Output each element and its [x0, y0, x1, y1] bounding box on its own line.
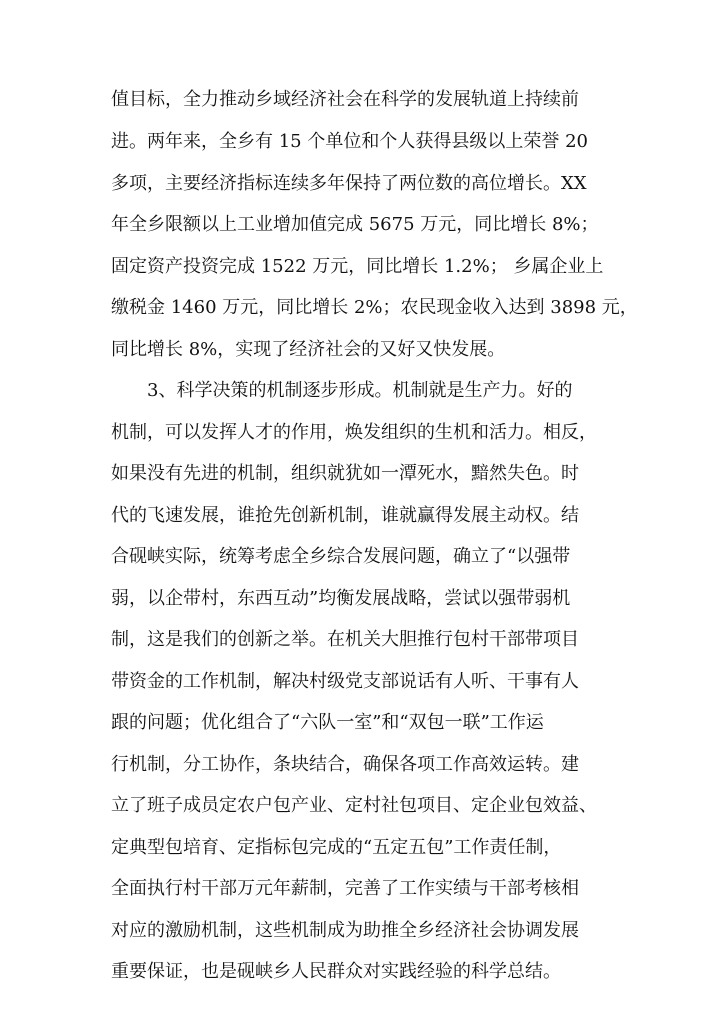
- text-line: 弱，以企带村，东西互动”均衡发展战略，尝试以强带弱机: [111, 588, 571, 609]
- text-line: 带资金的工作机制，解决村级党支部说话有人听、干事有人: [111, 671, 579, 692]
- text-line: 立了班子成员定农户包产业、定村社包项目、定企业包效益、: [111, 795, 597, 816]
- text-line: 制，这是我们的创新之举。在机关大胆推行包村干部带项目: [111, 629, 579, 650]
- text-line: 对应的激励机制，这些机制成为助推全乡经济社会协调发展: [111, 920, 579, 941]
- text-line: 值目标，全力推动乡域经济社会在科学的发展轨道上持续前: [111, 89, 579, 110]
- text-line: 全面执行村干部万元年薪制，完善了工作实绩与干部考核相: [111, 878, 579, 899]
- text-line: 合砚峡实际，统筹考虑全乡综合发展问题，确立了“以强带: [111, 546, 571, 567]
- text-line: 跟的问题；优化组合了“六队一室”和“双包一联”工作运: [111, 712, 544, 733]
- text-line: 定典型包培育、定指标包完成的“五定五包”工作责任制，: [111, 837, 562, 858]
- text-line: 缴税金 1460 万元，同比增长 2%；农民现金收入达到 3898 元，: [111, 297, 638, 318]
- text-line: 如果没有先进的机制，组织就犹如一潭死水，黯然失色。时: [111, 463, 579, 484]
- text-line: 行机制，分工协作，条块结合，确保各项工作高效运转。建: [111, 754, 579, 775]
- text-line: 同比增长 8%，实现了经济社会的又好又快发展。: [111, 339, 506, 360]
- text-line: 重要保证，也是砚峡乡人民群众对实践经验的科学总结。: [111, 961, 561, 982]
- text-line: 机制，可以发挥人才的作用，焕发组织的生机和活力。相反，: [111, 422, 597, 443]
- text-line: 多项，主要经济指标连续多年保持了两位数的高位增长。XX: [111, 173, 587, 194]
- text-line: 固定资产投资完成 1522 万元，同比增长 1.2%； 乡属企业上: [111, 256, 604, 277]
- text-line: 代的飞速发展，谁抢先创新机制，谁就赢得发展主动权。结: [111, 505, 579, 526]
- text-line: 进。两年来，全乡有 15 个单位和个人获得县级以上荣誉 20: [111, 131, 588, 152]
- paragraph-first-line: 3、科学决策的机制逐步形成。机制就是生产力。好的: [147, 380, 573, 401]
- text-line: 年全乡限额以上工业增加值完成 5675 万元，同比增长 8%；: [111, 214, 599, 235]
